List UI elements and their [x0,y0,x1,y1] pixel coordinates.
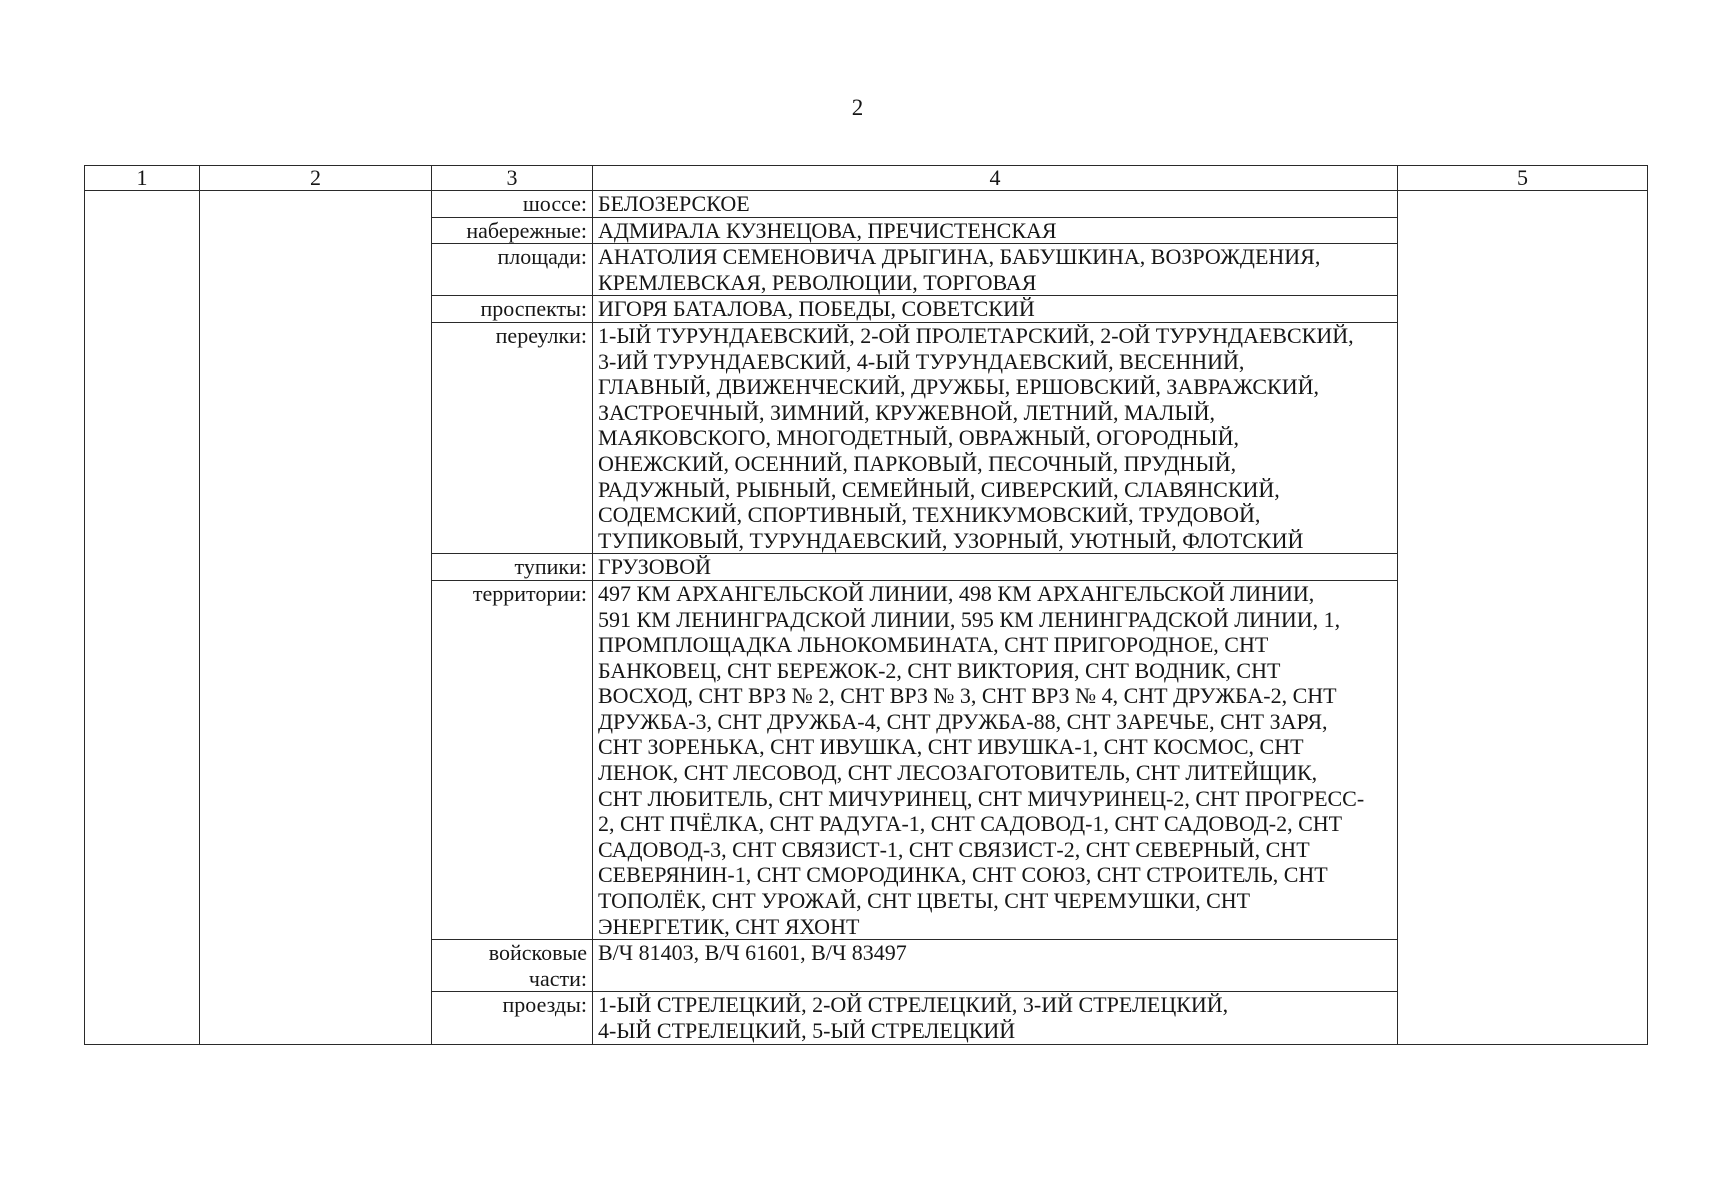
value-dead-ends [593,554,1398,581]
category-label: войсковые [488,940,587,966]
value-line: ОНЕЖСКИЙ, ОСЕННИЙ, ПАРКОВЫЙ, ПЕСОЧНЫЙ, ПРУДНЫЙ, [598,450,1237,476]
value-line: 591 КМ ЛЕНИНГРАДСКОЙ ЛИНИИ, 595 КМ ЛЕНИНГРАДСКОЙ ЛИНИИ, 1, [598,606,1341,632]
value-territories [593,580,1398,939]
category-dead-ends [432,554,593,581]
column-header-5: 5 [1398,166,1648,191]
value-line: ЗАСТРОЕЧНЫЙ, ЗИМНИЙ, КРУЖЕВНОЙ, ЛЕТНИЙ, МАЛЫЙ, [598,399,1215,425]
column-header-2: 2 [200,166,432,191]
column-header-3: 3 [432,166,593,191]
category-passages [432,992,593,1044]
value-line: 497 КМ АРХАНГЕЛЬСКОЙ ЛИНИИ, 498 КМ АРХАНГЕЛЬСКОЙ ЛИНИИ, [598,580,1315,606]
value-passages [593,992,1398,1044]
page-number: 2 [851,95,864,120]
value-line: 2, СНТ ПЧЁЛКА, СНТ РАДУГА-1, СНТ САДОВОД-1, СНТ САДОВОД-2, СНТ [598,811,1343,837]
header-row [85,166,1648,191]
category-label: переулки: [495,322,587,348]
category-label: проспекты: [480,296,587,322]
column-1-cell [85,191,200,1045]
value-line: СНТ ЛЮБИТЕЛЬ, СНТ МИЧУРИНЕЦ, СНТ МИЧУРИНЕЦ-2, СНТ ПРОГРЕСС- [598,785,1365,811]
category-label: шоссе: [522,191,587,216]
value-line: РАДУЖНЫЙ, РЫБНЫЙ, СЕМЕЙНЫЙ, СИВЕРСКИЙ, СЛАВЯНСКИЙ, [598,476,1280,502]
category-military-units [432,940,593,992]
value-line: АДМИРАЛА КУЗНЕЦОВА, ПРЕЧИСТЕНСКАЯ [598,217,1057,243]
value-highways [593,191,1398,218]
value-line: СОДЕМСКИЙ, СПОРТИВНЫЙ, ТЕХНИКУМОВСКИЙ, ТРУДОВОЙ, [598,502,1261,528]
value-military-units [593,940,1398,992]
value-line: 4-ЫЙ СТРЕЛЕЦКИЙ, 5-ЫЙ СТРЕЛЕЦКИЙ [598,1018,1016,1043]
value-lanes [593,322,1398,553]
column-5-cell [1398,191,1648,1045]
value-line: 3-ИЙ ТУРУНДАЕВСКИЙ, 4-ЫЙ ТУРУНДАЕВСКИЙ, ВЕСЕННИЙ, [598,348,1245,374]
category-avenues [432,296,593,323]
column-2-cell [200,191,432,1045]
value-line: ЭНЕРГЕТИК, СНТ ЯХОНТ [598,913,860,939]
value-line: БАНКОВЕЦ, СНТ БЕРЕЖОК-2, СНТ ВИКТОРИЯ, СНТ ВОДНИК, СНТ [598,657,1281,683]
category-label: территории: [472,580,587,606]
category-label: набережные: [466,217,587,243]
value-avenues [593,296,1398,323]
category-label: площади: [497,244,587,270]
value-line: 1-ЫЙ СТРЕЛЕЦКИЙ, 2-ОЙ СТРЕЛЕЦКИЙ, 3-ИЙ СТРЕЛЕЦКИЙ, [598,992,1229,1018]
column-header-4: 4 [593,166,1398,191]
category-embankments [432,217,593,244]
category-label: части: [528,965,587,991]
value-line: СЕВЕРЯНИН-1, СНТ СМОРОДИНКА, СНТ СОЮЗ, СНТ СТРОИТЕЛЬ, СНТ [598,862,1328,888]
category-highways [432,191,593,218]
value-line: 1-ЫЙ ТУРУНДАЕВСКИЙ, 2-ОЙ ПРОЛЕТАРСКИЙ, 2-ОЙ ТУРУНДАЕВСКИЙ, [598,322,1354,348]
value-line: ТУПИКОВЫЙ, ТУРУНДАЕВСКИЙ, УЗОРНЫЙ, УЮТНЫЙ, ФЛОТСКИЙ [598,527,1304,553]
value-line: ГРУЗОВОЙ [598,554,712,580]
value-line: КРЕМЛЕВСКАЯ, РЕВОЛЮЦИИ, ТОРГОВАЯ [598,269,1037,295]
value-line: АНАТОЛИЯ СЕМЕНОВИЧА ДРЫГИНА, БАБУШКИНА, ВОЗРОЖДЕНИЯ, [598,244,1321,270]
value-line: САДОВОД-3, СНТ СВЯЗИСТ-1, СНТ СВЯЗИСТ-2, СНТ СЕВЕРНЫЙ, СНТ [598,836,1310,862]
value-line: ТОПОЛЁК, СНТ УРОЖАЙ, СНТ ЦВЕТЫ, СНТ ЧЕРЕМУШКИ, СНТ [598,888,1251,914]
column-header-1: 1 [85,166,200,191]
value-line: В/Ч 81403, В/Ч 61601, В/Ч 83497 [598,940,907,966]
value-line: ВОСХОД, СНТ ВРЗ № 2, СНТ ВРЗ № 3, СНТ ВРЗ № 4, СНТ ДРУЖБА-2, СНТ [598,683,1337,709]
value-squares [593,244,1398,296]
value-embankments [593,217,1398,244]
value-line: ЛЕНОК, СНТ ЛЕСОВОД, СНТ ЛЕСОЗАГОТОВИТЕЛЬ, СНТ ЛИТЕЙЩИК, [598,760,1318,786]
value-line: ДРУЖБА-3, СНТ ДРУЖБА-4, СНТ ДРУЖБА-88, СНТ ЗАРЕЧЬЕ, СНТ ЗАРЯ, [598,708,1328,734]
value-line: ГЛАВНЫЙ, ДВИЖЕНЧЕСКИЙ, ДРУЖБЫ, ЕРШОВСКИЙ, ЗАВРАЖСКИЙ, [598,374,1320,400]
address-table [84,165,1648,1045]
category-lanes [432,322,593,553]
category-territories [432,580,593,939]
category-label: тупики: [514,554,587,580]
value-line: МАЯКОВСКОГО, МНОГОДЕТНЫЙ, ОВРАЖНЫЙ, ОГОРОДНЫЙ, [598,425,1239,451]
table-row [85,191,1648,218]
value-line: СНТ ЗОРЕНЬКА, СНТ ИВУШКА, СНТ ИВУШКА-1, СНТ КОСМОС, СНТ [598,734,1304,760]
category-label: проезды: [502,992,587,1018]
value-line: БЕЛОЗЕРСКОЕ [598,191,750,216]
value-line: ИГОРЯ БАТАЛОВА, ПОБЕДЫ, СОВЕТСКИЙ [598,296,1035,322]
category-squares [432,244,593,296]
value-line: ПРОМПЛОЩАДКА ЛЬНОКОМБИНАТА, СНТ ПРИГОРОДНОЕ, СНТ [598,632,1269,658]
